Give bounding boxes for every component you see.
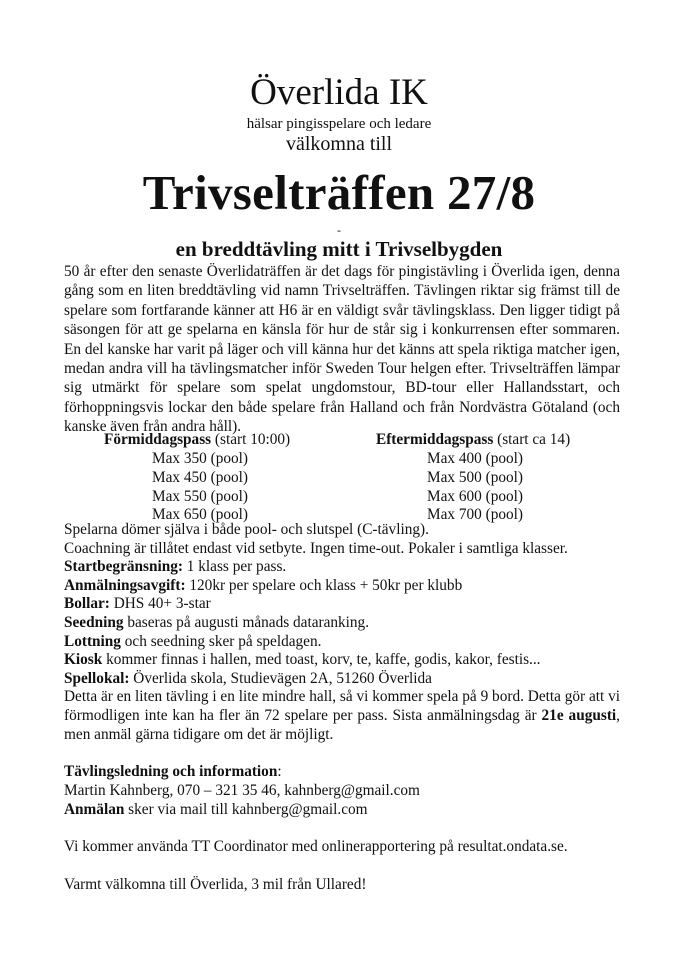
contact-person: Martin Kahnberg, 070 – 321 35 46, kahnberg@gmail.com xyxy=(64,781,420,799)
afternoon-session-time: (start ca 14) xyxy=(493,431,571,448)
draw-line xyxy=(64,633,620,652)
seeding-label: Seedning xyxy=(64,613,124,631)
balls-line xyxy=(64,595,620,614)
class-item: Max 350 (pool) xyxy=(152,450,249,467)
entry-fee-label: Anmälningsavgift: xyxy=(64,576,186,594)
class-item: Max 450 (pool) xyxy=(152,468,249,486)
class-item: Max 600 (pool) xyxy=(427,487,524,505)
entry-limit-label: Startbegränsning: xyxy=(64,558,183,576)
signup-label: Anmälan xyxy=(64,800,125,818)
draw-value: och seedning sker på speldagen. xyxy=(120,632,322,650)
contact-colon: : xyxy=(277,763,282,780)
morning-session-label: Förmiddagspass xyxy=(104,431,212,448)
event-title: Trivselträffen 27/8 xyxy=(142,165,536,220)
venue-line xyxy=(64,670,620,689)
signup-deadline: 21e augusti xyxy=(541,706,617,724)
balls-label: Bollar: xyxy=(64,595,110,613)
spacer xyxy=(64,857,620,876)
capacity-note-text: Detta är en liten tävling i en lite mindre hall, så vi kommer spela på 9 bord. Detta gör att vi förmodligen inte kan ha fler än 72 spelare per pass. Sista anmälningsdag är xyxy=(64,688,620,724)
capacity-note-end: , men anmäl gärna tidigare om det är möjligt. xyxy=(64,706,620,743)
event-subtitle: en breddtävling mitt i Trivselbygden xyxy=(175,237,503,261)
intro-paragraph: 50 år efter den senaste Överlidaträffen är det dags för pingistävling i Överlida igen, denna gång som en liten breddtävling vid namn Trivselträffen. Tävlingen riktar sig främst till de spelare som fortfarande känner att H6 är en väldigt svår tävlingsklass. Den ligger tidigt på säsongen för att ge spelarna en känsla för hur de står sig i konkurrensen efter sommaren. En del kanske har varit på läger och vill känna hur det känns att spela riktiga matcher igen, medan andra vill ha tävlingsmatcher inför Sweden Tour helgen efter. Trivselträffen lämpar sig utmärkt för spelare som spelat ungdomstour, BD-tour eller Hallandsstart, och förhoppningsvis lockar den både spelare från Halland och från Nordvästra Götaland (och kanske även från andra håll). xyxy=(64,263,620,436)
entry-limit-line xyxy=(64,558,620,577)
coaching-line: Coachning är tillåtet endast vid setbyte. Ingen time-out. Pokaler i samtliga klasser. xyxy=(64,539,568,557)
class-item: Max 650 (pool) xyxy=(152,506,249,524)
contact-heading xyxy=(64,763,620,782)
class-item: Max 400 (pool) xyxy=(427,450,524,467)
balls-value: DHS 40+ 3-star xyxy=(109,595,211,613)
draw-label: Lottning xyxy=(64,632,121,650)
venue-value: Överlida skola, Studievägen 2A, 51260 Överlida xyxy=(129,669,432,687)
afternoon-session-heading xyxy=(376,431,570,450)
morning-class-list xyxy=(152,450,248,525)
referee-line: Spelarna dömer själva i både pool- och slutspel (C-tävling). xyxy=(64,521,429,538)
afternoon-class-list xyxy=(427,450,523,525)
closing-line: Varmt välkomna till Överlida, 3 mil från Ullared! xyxy=(64,876,367,894)
kiosk-label: Kiosk xyxy=(64,651,103,669)
morning-session-time: (start 10:00) xyxy=(211,431,291,448)
coordinator-line: Vi kommer använda TT Coordinator med onlinerapportering på resultat.ondata.se. xyxy=(64,838,568,856)
entry-fee-line xyxy=(64,577,620,596)
signup-line xyxy=(64,801,620,820)
signup-value: sker via mail till kahnberg@gmail.com xyxy=(124,800,368,818)
club-name: Överlida IK xyxy=(250,72,428,113)
afternoon-session-label: Eftermiddagspass xyxy=(376,431,494,448)
footer-section xyxy=(64,763,620,895)
spacer xyxy=(64,819,620,838)
title-dash: - xyxy=(337,223,341,237)
contact-label: Tävlingsledning och information xyxy=(64,763,278,780)
venue-label: Spellokal: xyxy=(64,669,130,687)
details-section xyxy=(64,521,620,744)
morning-session-heading xyxy=(104,431,290,450)
entry-limit-value: 1 klass per pass. xyxy=(182,558,287,576)
seeding-value: baseras på augusti månads dataranking. xyxy=(123,613,370,631)
class-item: Max 550 (pool) xyxy=(152,487,249,505)
class-item: Max 500 (pool) xyxy=(427,468,524,486)
capacity-note xyxy=(64,688,620,744)
kiosk-line xyxy=(64,651,620,670)
greeting-line: hälsar pingisspelare och ledare xyxy=(246,116,432,132)
kiosk-value: kommer finnas i hallen, med toast, korv, te, kaffe, godis, kakor, festis... xyxy=(102,651,541,669)
class-item: Max 700 (pool) xyxy=(427,506,524,524)
seeding-line xyxy=(64,614,620,633)
welcome-line: välkomna till xyxy=(285,133,393,155)
entry-fee-value: 120kr per spelare och klass + 50kr per klubb xyxy=(185,576,463,594)
